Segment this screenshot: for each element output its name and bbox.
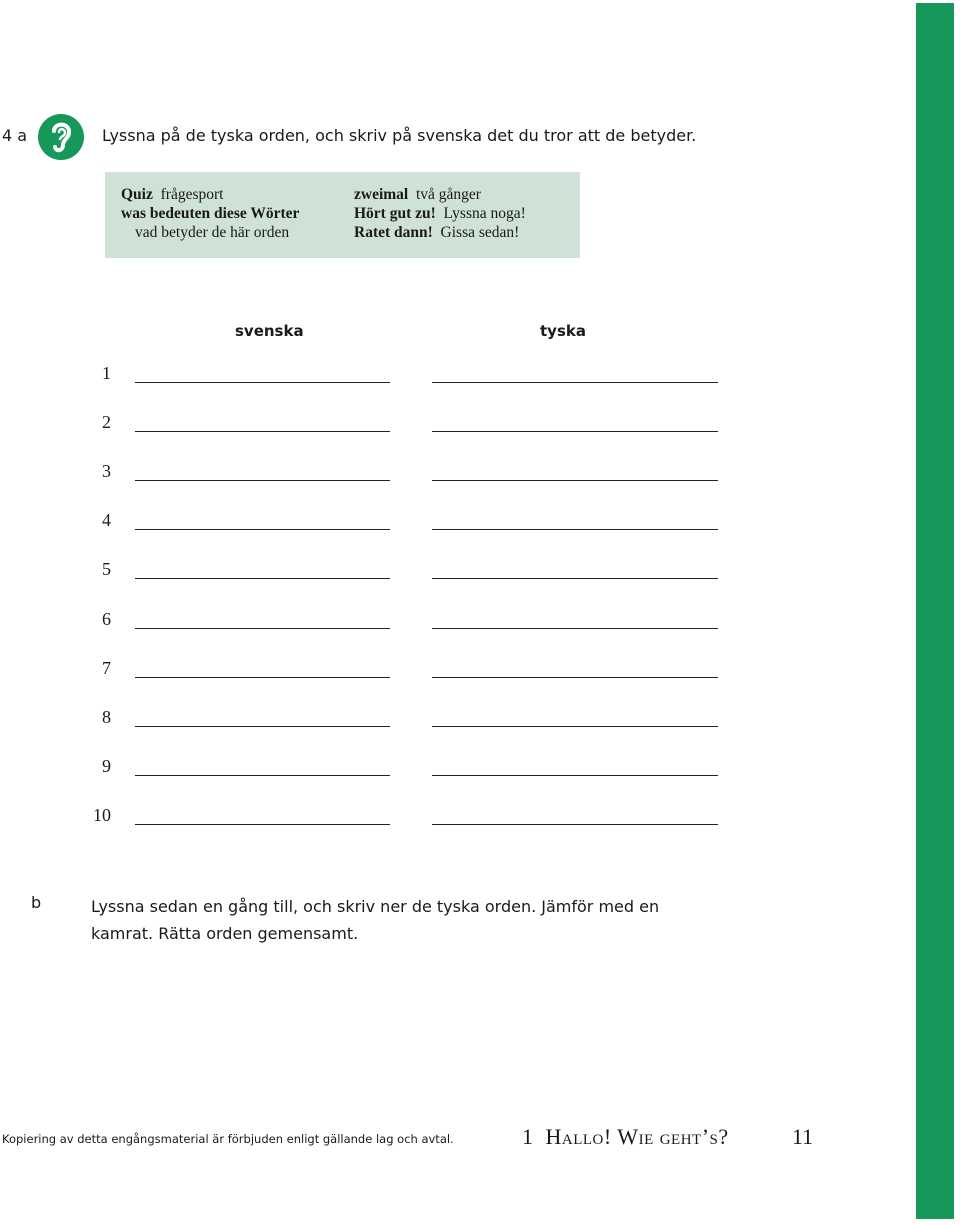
- tyska-answer-line[interactable]: [432, 726, 718, 727]
- vocab-entry: zweimal två gånger: [354, 186, 481, 203]
- tyska-answer-line[interactable]: [432, 677, 718, 678]
- part-b-instruction: Lyssna sedan en gång till, och skriv ner de tyska orden. Jämför med en kamrat. Rätta orden gemensamt.: [91, 897, 660, 943]
- answer-row: [0, 802, 760, 851]
- row-number: 6: [102, 609, 111, 629]
- vocabulary-box: [105, 172, 580, 258]
- chapter-title-text: Hallo! Wie geht’s?: [545, 1124, 729, 1149]
- chapter-color-bar: [916, 3, 954, 1219]
- row-number: 10: [93, 805, 111, 825]
- svenska-answer-line[interactable]: [135, 382, 390, 383]
- row-number: 2: [102, 412, 111, 432]
- svenska-answer-line[interactable]: [135, 578, 390, 579]
- row-number: 1: [102, 363, 111, 383]
- row-number: 4: [102, 510, 111, 530]
- vocab-entry: vad betyder de här orden: [135, 224, 290, 241]
- chapter-number: 1: [522, 1124, 534, 1149]
- tyska-answer-line[interactable]: [432, 529, 718, 530]
- row-number: 5: [102, 559, 111, 579]
- tyska-answer-line[interactable]: [432, 382, 718, 383]
- vocab-entry: Ratet dann! Gissa sedan!: [354, 224, 520, 241]
- svenska-answer-line[interactable]: [135, 677, 390, 678]
- exercise-instruction: Lyssna på de tyska orden, och skriv på svenska det du tror att de betyder.: [102, 126, 697, 145]
- answer-row: [0, 360, 760, 409]
- svenska-answer-line[interactable]: [135, 480, 390, 481]
- tyska-answer-line[interactable]: [432, 824, 718, 825]
- row-number: 9: [102, 756, 111, 776]
- tyska-answer-line[interactable]: [432, 431, 718, 432]
- vocab-entry: Quiz frågesport: [121, 186, 224, 203]
- svenska-answer-line[interactable]: [135, 824, 390, 825]
- tyska-answer-line[interactable]: [432, 480, 718, 481]
- answer-row: [0, 458, 760, 507]
- row-number: 3: [102, 461, 111, 481]
- copyright-notice: Kopiering av detta engångsmaterial är förbjuden enligt gällande lag och avtal.: [2, 1132, 454, 1146]
- tyska-answer-line[interactable]: [432, 775, 718, 776]
- answer-row: [0, 753, 760, 802]
- exercise-number: 4 a: [2, 126, 28, 145]
- answer-row: [0, 704, 760, 753]
- answer-row: [0, 606, 760, 655]
- vocab-entry: was bedeuten diese Wörter: [121, 205, 300, 222]
- row-number: 7: [102, 658, 111, 678]
- vocabulary-left-column: [121, 185, 299, 242]
- part-b-label: b: [31, 893, 42, 912]
- ear-listening-icon: [38, 114, 84, 160]
- svenska-answer-line[interactable]: [135, 628, 390, 629]
- svenska-answer-line[interactable]: [135, 431, 390, 432]
- vocabulary-right-column: [354, 185, 526, 242]
- answer-row: [0, 507, 760, 556]
- answer-row: [0, 655, 760, 704]
- page-number: 11: [792, 1124, 814, 1149]
- chapter-title: [522, 1124, 729, 1150]
- answer-row: [0, 409, 760, 458]
- svenska-answer-line[interactable]: [135, 775, 390, 776]
- svenska-answer-line[interactable]: [135, 529, 390, 530]
- tyska-answer-line[interactable]: [432, 628, 718, 629]
- column-header-svenska: svenska: [235, 322, 304, 340]
- tyska-answer-line[interactable]: [432, 578, 718, 579]
- column-header-tyska: tyska: [540, 322, 586, 340]
- svenska-answer-line[interactable]: [135, 726, 390, 727]
- row-number: 8: [102, 707, 111, 727]
- vocab-entry: Hört gut zu! Lyssna noga!: [354, 205, 526, 222]
- answer-row: [0, 556, 760, 605]
